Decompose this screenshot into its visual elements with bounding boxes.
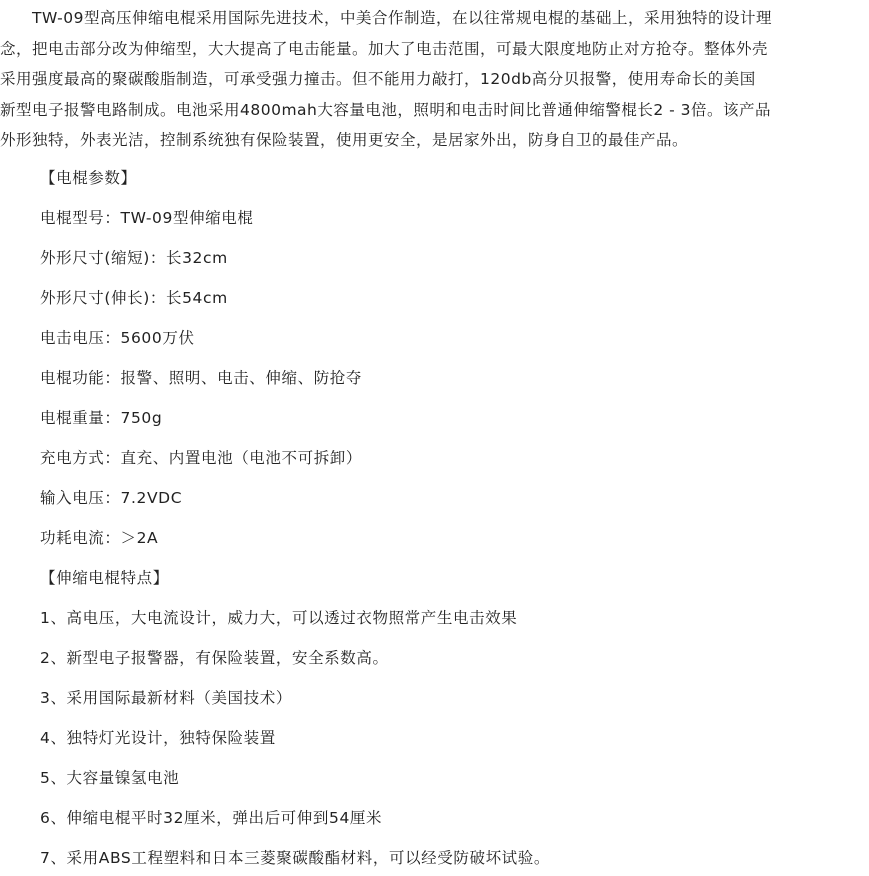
intro-line: 外形独特，外表光洁，控制系统独有保险装置，使用更安全，是居家外出，防身自卫的最佳产品。 bbox=[0, 131, 689, 149]
param-input-voltage: 输入电压：7.2VDC bbox=[40, 489, 183, 507]
intro-line: 新型电子报警电路制成。电池采用4800mah大容量电池，照明和电击时间比普通伸缩警棍长2 - 3倍。该产品 bbox=[0, 100, 772, 119]
param-charging: 充电方式：直充、内置电池（电池不可拆卸） bbox=[40, 449, 363, 467]
intro-line: TW-09型高压伸缩电棍采用国际先进技术，中美合作制造，在以往常规电棍的基础上，采用独特的设计理 bbox=[0, 9, 772, 27]
feature-item: 7、采用ABS工程塑料和日本三菱聚碳酸酯材料，可以经受防破坏试验。 bbox=[40, 849, 550, 867]
feature-item: 3、采用国际最新材料（美国技术） bbox=[40, 689, 292, 707]
feature-item: 1、高电压，大电流设计，威力大，可以透过衣物照常产生电击效果 bbox=[40, 609, 518, 627]
intro-line: 采用强度最高的聚碳酸脂制造，可承受强力撞击。但不能用力敲打，120db高分贝报警，使用寿命长的美国 bbox=[0, 70, 756, 88]
feature-item: 4、独特灯光设计，独特保险装置 bbox=[40, 729, 276, 747]
intro-line: 念，把电击部分改为伸缩型，大大提高了电击能量。加大了电击范围，可最大限度地防止对方抢夺。整体外壳 bbox=[0, 39, 769, 58]
param-current: 功耗电流：＞2A bbox=[40, 529, 159, 547]
param-size-short: 外形尺寸(缩短)：长32cm bbox=[40, 249, 228, 267]
feature-item: 5、大容量镍氢电池 bbox=[40, 769, 180, 787]
param-functions: 电棍功能：报警、照明、电击、伸缩、防抢夺 bbox=[40, 369, 363, 387]
param-model: 电棍型号：TW-09型伸缩电棍 bbox=[40, 209, 254, 227]
feature-item: 6、伸缩电棍平时32厘米，弹出后可伸到54厘米 bbox=[40, 809, 383, 827]
params-heading: 【电棍参数】 bbox=[40, 169, 137, 187]
param-voltage: 电击电压：5600万伏 bbox=[40, 329, 195, 347]
feature-item: 2、新型电子报警器，有保险装置，安全系数高。 bbox=[40, 649, 389, 667]
features-heading: 【伸缩电棍特点】 bbox=[40, 569, 169, 587]
param-weight: 电棍重量：750g bbox=[40, 409, 163, 427]
param-size-long: 外形尺寸(伸长)：长54cm bbox=[40, 289, 228, 307]
intro-paragraph bbox=[0, 3, 869, 156]
